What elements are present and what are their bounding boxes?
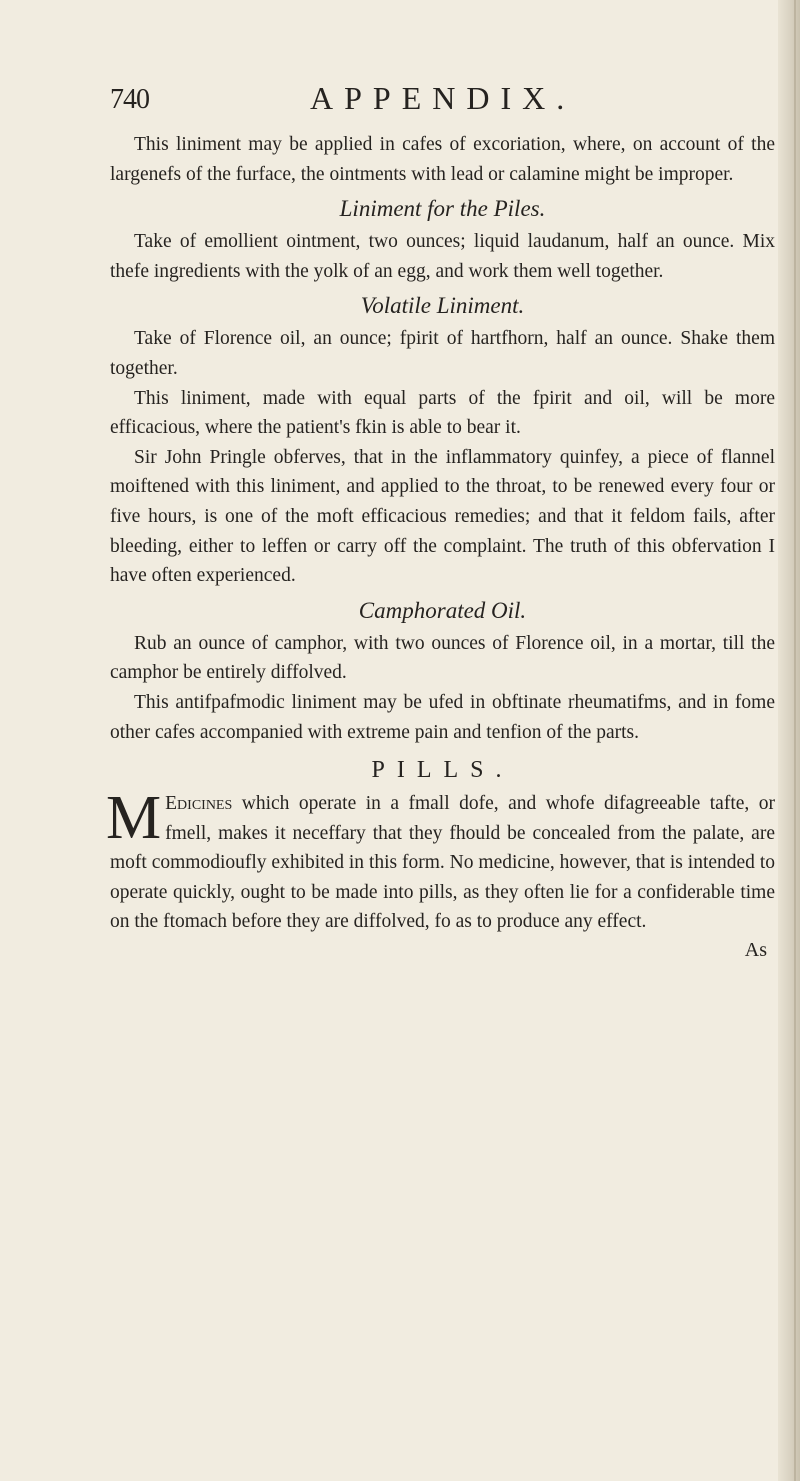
page-number: 740 xyxy=(110,84,149,115)
heading-camphorated-oil: Camphorated Oil. xyxy=(358,597,527,623)
paragraph-excoriation: This liniment may be applied in cafes of excoriation, where, on account of the largenefs of the furface, the ointments with lead or calamine might be improper. xyxy=(110,134,775,185)
page-content xyxy=(106,80,775,962)
paragraph-volatile-recipe: Take of Florence oil, an ounce; fpirit of hartfhorn, half an ounce. Shake them together. xyxy=(110,328,775,379)
paragraph-camphor-use: This antifpafmodic liniment may be ufed in obftinate rheumatifms, and in fome other cafes accompanied with extreme pain and tenfion of the parts. xyxy=(110,691,775,743)
heading-liniment-piles: Liniment for the Piles. xyxy=(339,196,546,222)
pills-lead-word: Edicines xyxy=(165,793,233,815)
book-spine-line xyxy=(794,0,796,1481)
paragraph-camphor-recipe: Rub an ounce of camphor, with two ounces of Florence oil, in a mortar, till the camphor be entirely diffolved. xyxy=(110,632,775,684)
running-title: APPENDIX. xyxy=(310,80,576,116)
catchword: As xyxy=(744,939,767,962)
paragraph-piles-recipe: Take of emollient ointment, two ounces; liquid laudanum, half an ounce. Mix thefe ingredients with the yolk of an egg, and work them well together. xyxy=(110,231,775,282)
heading-volatile-liniment: Volatile Liniment. xyxy=(360,293,525,319)
paragraph-pringle-observation: Sir John Pringle obferves, that in the inflammatory quinfey, a piece of flannel moiftened with this liniment, and applied to the throat, to be renewed every four or five hours, is one of the moft efficacious remedies; and that it feldom fails, after bleeding, either to leffen or carry off the complaint. The truth of this obfervation I have often experienced. xyxy=(110,446,775,587)
book-page-edge xyxy=(778,0,800,1481)
page-header xyxy=(110,80,775,130)
heading-pills: PILLS. xyxy=(371,757,514,784)
pills-body-text: which operate in a fmall dofe, and whofe difagreeable tafte, or fmell, makes it neceffary that they fhould be concealed from the palate, are moft commodioufly exhibited in this form. No medicine, however, that is intended to operate quickly, ought to be made into pills, as they often lie for a confiderable time on the ftomach before they are diffolved, fo as to produce any effect. xyxy=(110,793,775,933)
paragraph-pills-intro xyxy=(106,784,775,937)
paragraph-volatile-note: This liniment, made with equal parts of the fpirit and oil, will be more efficacious, where the patient's fkin is able to bear it. xyxy=(110,387,775,439)
drop-cap-letter: M xyxy=(106,784,162,853)
